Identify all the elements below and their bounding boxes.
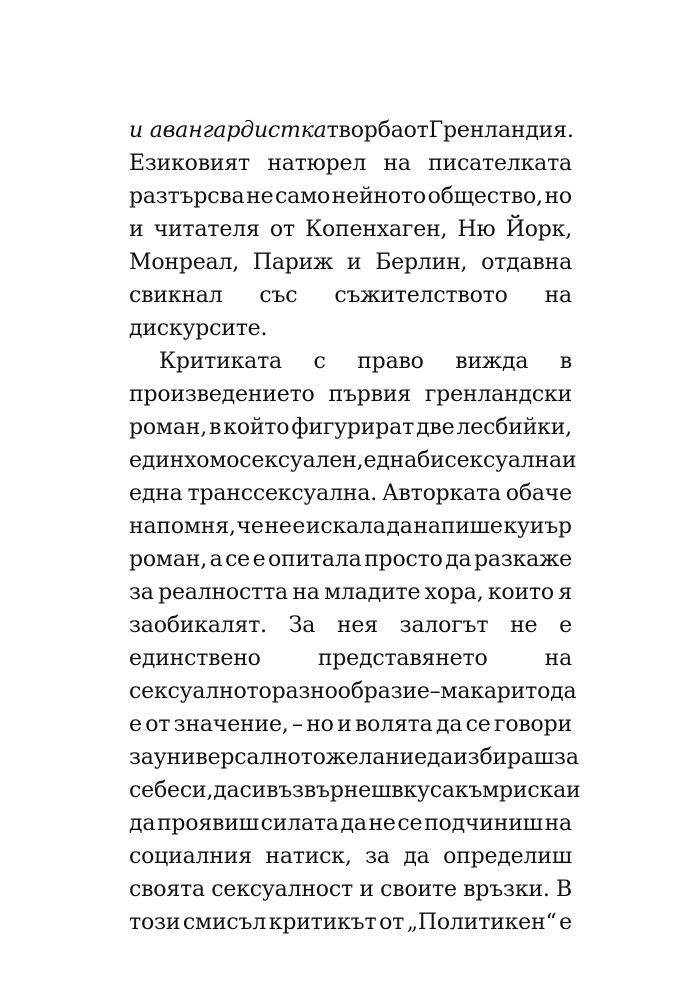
text-line [129, 345, 572, 378]
word: своите [380, 877, 457, 902]
word: Копенхаген, [305, 217, 448, 242]
word: желание [325, 745, 427, 770]
text-line [129, 774, 581, 807]
word: но [544, 184, 572, 209]
word: който [223, 415, 290, 440]
word: отдавна [481, 250, 572, 275]
word: но [306, 712, 334, 737]
text-line [129, 114, 572, 147]
word: на [383, 151, 411, 176]
word: представянето [317, 646, 488, 671]
word: гренландски [424, 382, 572, 407]
word: и авангардистка [129, 118, 327, 143]
word: определиш [443, 844, 572, 869]
text-line [129, 840, 572, 873]
word: да [435, 712, 463, 737]
text-line [129, 642, 572, 675]
word: Ню [457, 217, 496, 242]
word: разтърсва [129, 184, 245, 209]
word: с [313, 349, 326, 374]
paragraph [129, 114, 572, 345]
text-line [129, 378, 572, 411]
text-line [129, 543, 572, 576]
word: за [129, 580, 154, 605]
word: от [403, 118, 429, 143]
word: писателката [428, 151, 572, 176]
text-line [129, 180, 572, 213]
word: със [259, 283, 298, 308]
word: бисексуална [416, 448, 562, 473]
page-text [129, 114, 581, 939]
word: фигурират [291, 415, 415, 440]
word: произведението [129, 382, 315, 407]
word: си, [179, 778, 214, 803]
word: е [252, 547, 266, 572]
word: хора, [424, 580, 484, 605]
word: на [544, 283, 572, 308]
word: избираш [453, 745, 555, 770]
word: да [340, 811, 367, 836]
word: Авторката [381, 481, 501, 506]
word: Берлин, [375, 250, 468, 275]
text-line [129, 147, 572, 180]
word: „Политикен“ [406, 910, 557, 935]
word: че [236, 514, 264, 539]
word: натиск, [265, 844, 352, 869]
word: е [559, 910, 572, 935]
word: един [129, 448, 185, 473]
text-line [129, 675, 577, 708]
word: то [525, 679, 551, 704]
word: Езиковият [129, 151, 251, 176]
word: опитала [267, 547, 362, 572]
word: волята [354, 712, 433, 737]
word: Монреал, [129, 250, 240, 275]
word: заобикалят. [129, 613, 267, 638]
text-line [129, 510, 572, 543]
word: нея [336, 613, 378, 638]
word: творба [326, 118, 404, 143]
word: не [246, 184, 274, 209]
word: В [556, 877, 572, 902]
word: Критиката [159, 349, 282, 374]
paragraph [129, 345, 581, 939]
word: – [429, 679, 441, 704]
word: към [454, 778, 500, 803]
word: една [129, 481, 183, 506]
word: напомня, [129, 514, 236, 539]
word: се [225, 547, 251, 572]
word: хомосексуален, [184, 448, 364, 473]
word: на [544, 646, 572, 671]
text-line [129, 873, 572, 906]
text-line [129, 213, 572, 246]
text-line [129, 906, 572, 939]
text-line [129, 807, 572, 840]
word: себе [129, 778, 180, 803]
word: е [292, 514, 306, 539]
text-line [129, 444, 577, 477]
word: не [368, 811, 396, 836]
word: от [269, 217, 295, 242]
word: общество, [427, 184, 543, 209]
word: транссексуална. [187, 481, 378, 506]
word: е [559, 613, 572, 638]
word: критикът [268, 910, 377, 935]
word: да [386, 514, 413, 539]
word: не [264, 514, 292, 539]
word: в [209, 415, 222, 440]
word: роман, [129, 415, 208, 440]
word: искала [305, 514, 386, 539]
word: свикнал [129, 283, 223, 308]
word: Йорк, [505, 217, 572, 242]
text-line [129, 576, 572, 609]
text-line [129, 708, 572, 741]
word: си [239, 778, 267, 803]
word: просто [364, 547, 443, 572]
word: Париж [252, 250, 334, 275]
word: се [397, 811, 423, 836]
word: – [291, 712, 303, 737]
word: и [129, 217, 144, 242]
word: и [359, 877, 374, 902]
word: за [554, 745, 579, 770]
word: да [445, 547, 472, 572]
word: реалността [158, 580, 288, 605]
word: макар [440, 679, 511, 704]
word: вижда [455, 349, 529, 374]
word: в [559, 349, 572, 374]
word: значение, [173, 712, 289, 737]
word: проявиш [156, 811, 259, 836]
word: от [145, 712, 171, 737]
text-line [129, 246, 572, 279]
word: възвърнеш [266, 778, 392, 803]
text-line [129, 411, 572, 444]
word: своята [129, 877, 205, 902]
word: лесбийки, [456, 415, 572, 440]
word: вкуса [391, 778, 455, 803]
word: да [403, 844, 430, 869]
word: съжителството [334, 283, 508, 308]
word: говори [494, 712, 572, 737]
word: сексуалност [211, 877, 353, 902]
text-line [129, 477, 572, 510]
word: разкаже [474, 547, 572, 572]
word: на [292, 580, 320, 605]
word: сексуалното [129, 679, 272, 704]
word: залогът [399, 613, 489, 638]
word: и [561, 448, 577, 473]
text-line [129, 609, 572, 642]
word: куиър [503, 514, 572, 539]
word: нейното [331, 184, 426, 209]
word: риска [499, 778, 566, 803]
word: които [487, 580, 554, 605]
text-line [129, 741, 579, 774]
word: а [209, 547, 223, 572]
word: и [510, 679, 526, 704]
word: единствено [129, 646, 261, 671]
word: за [365, 844, 390, 869]
word: универсалното [153, 745, 326, 770]
text-line [129, 279, 572, 312]
word: за [129, 745, 154, 770]
word: и [346, 250, 362, 275]
word: обаче [505, 481, 572, 506]
word: право [357, 349, 424, 374]
word: младите [324, 580, 421, 605]
word: читателя [153, 217, 260, 242]
word: да [213, 778, 240, 803]
word: връзки. [463, 877, 550, 902]
text-line [129, 312, 572, 345]
word: две [416, 415, 455, 440]
word: да [426, 745, 454, 770]
word: и [565, 778, 581, 803]
word: е [129, 712, 142, 737]
word: не [510, 613, 538, 638]
word: дискурсите. [129, 316, 268, 341]
word: на [544, 811, 572, 836]
word: първия [328, 382, 411, 407]
word: Гренландия. [428, 118, 574, 143]
word: се [465, 712, 491, 737]
word: я [558, 580, 572, 605]
word: разнообразие [271, 679, 430, 704]
word: силата [260, 811, 339, 836]
word: социалния [129, 844, 252, 869]
word: и [337, 712, 352, 737]
word: да [129, 811, 156, 836]
word: този [129, 910, 181, 935]
word: от [379, 910, 405, 935]
word: подчиниш [424, 811, 543, 836]
word: напише [413, 514, 503, 539]
word: смисъл [182, 910, 267, 935]
word: За [288, 613, 316, 638]
word: роман, [129, 547, 208, 572]
word: една [363, 448, 417, 473]
word: натюрел [267, 151, 367, 176]
word: само [275, 184, 331, 209]
word: да [550, 679, 577, 704]
